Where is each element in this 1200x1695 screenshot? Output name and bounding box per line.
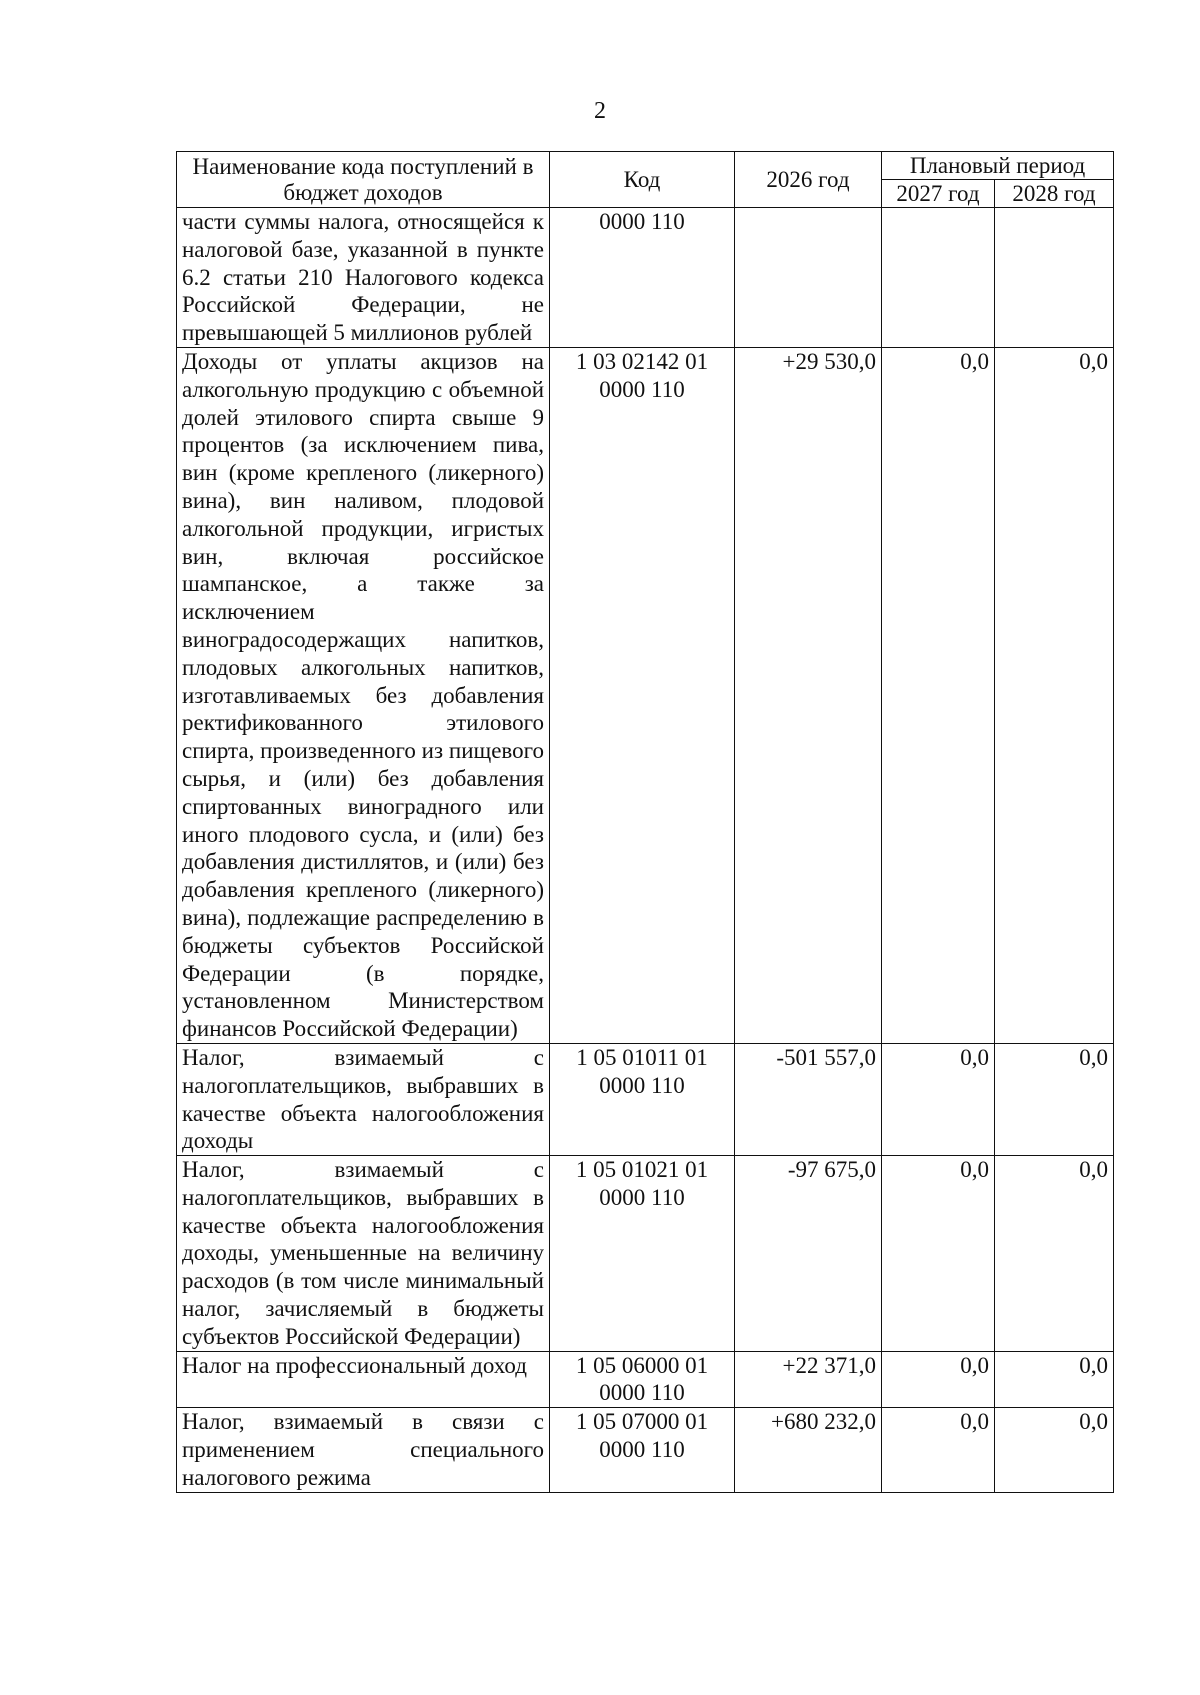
- row-code: 1 05 06000 01 0000 110: [550, 1351, 735, 1408]
- header-code: Код: [550, 152, 735, 208]
- header-name: Наименование кода поступлений в бюджет доходов: [177, 152, 550, 208]
- row-value-2026: +22 371,0: [735, 1351, 882, 1408]
- table-row: [177, 1408, 1114, 1492]
- row-code: 0000 110: [550, 208, 735, 348]
- row-value-2026: -97 675,0: [735, 1156, 882, 1352]
- table-row: [177, 1043, 1114, 1155]
- header-planned-period: Плановый период: [882, 152, 1114, 180]
- row-code: 1 05 07000 01 0000 110: [550, 1408, 735, 1492]
- table-row: [177, 1156, 1114, 1352]
- row-value-2028: 0,0: [995, 1351, 1114, 1408]
- revenue-table: [176, 151, 1114, 1493]
- row-name: Налог, взимаемый с налогоплательщиков, выбравших в качестве объекта налогообложения доходы: [177, 1043, 550, 1155]
- row-value-2027: [882, 208, 995, 348]
- header-2027: 2027 год: [882, 180, 995, 208]
- row-value-2026: +680 232,0: [735, 1408, 882, 1492]
- row-name: Доходы от уплаты акцизов на алкогольную продукцию с объемной долей этилового спирта свыше 9 процентов (за исключением пива, вин (кроме крепленого (ликерного) вина), вин наливом, плодовой алкогольной продукции, игристых вин, включая российское шампанское, а также за исключением виноградосодержащих напитков, плодовых алкогольных напитков, изготавливаемых без добавления ректификованного этилового спирта, произведенного из пищевого сырья, и (или) без добавления спиртованных виноградного или иного плодового сусла, и (или) без добавления дистиллятов, и (или) без добавления крепленого (ликерного) вина), подлежащие распределению в бюджеты субъектов Российской Федерации (в порядке, установленном Министерством финансов Российской Федерации): [177, 347, 550, 1043]
- header-2026: 2026 год: [735, 152, 882, 208]
- row-value-2027: 0,0: [882, 1043, 995, 1155]
- row-value-2026: -501 557,0: [735, 1043, 882, 1155]
- row-value-2028: 0,0: [995, 347, 1114, 1043]
- row-value-2027: 0,0: [882, 347, 995, 1043]
- table-row: [177, 208, 1114, 348]
- table-row: [177, 1351, 1114, 1408]
- row-name: Налог, взимаемый в связи с применением специального налогового режима: [177, 1408, 550, 1492]
- row-code: 1 03 02142 01 0000 110: [550, 347, 735, 1043]
- row-value-2027: 0,0: [882, 1408, 995, 1492]
- row-value-2028: 0,0: [995, 1408, 1114, 1492]
- row-code: 1 05 01021 01 0000 110: [550, 1156, 735, 1352]
- header-2028: 2028 год: [995, 180, 1114, 208]
- table-row: [177, 347, 1114, 1043]
- table-header: [177, 152, 1114, 208]
- row-value-2027: 0,0: [882, 1156, 995, 1352]
- row-value-2028: [995, 208, 1114, 348]
- row-value-2026: [735, 208, 882, 348]
- row-value-2028: 0,0: [995, 1156, 1114, 1352]
- row-value-2028: 0,0: [995, 1043, 1114, 1155]
- table-body: [177, 208, 1114, 1493]
- row-code: 1 05 01011 01 0000 110: [550, 1043, 735, 1155]
- row-name: Налог, взимаемый с налогоплательщиков, выбравших в качестве объекта налогообложения доходы, уменьшенные на величину расходов (в том числе минимальный налог, зачисляемый в бюджеты субъектов Российской Федерации): [177, 1156, 550, 1352]
- row-value-2027: 0,0: [882, 1351, 995, 1408]
- row-name: части суммы налога, относящейся к налоговой базе, указанной в пункте 6.2 статьи 210 Налогового кодекса Российской Федерации, не превышающей 5 миллионов рублей: [177, 208, 550, 348]
- row-name: Налог на профессиональный доход: [177, 1351, 550, 1408]
- row-value-2026: +29 530,0: [735, 347, 882, 1043]
- page-number: 2: [594, 98, 606, 124]
